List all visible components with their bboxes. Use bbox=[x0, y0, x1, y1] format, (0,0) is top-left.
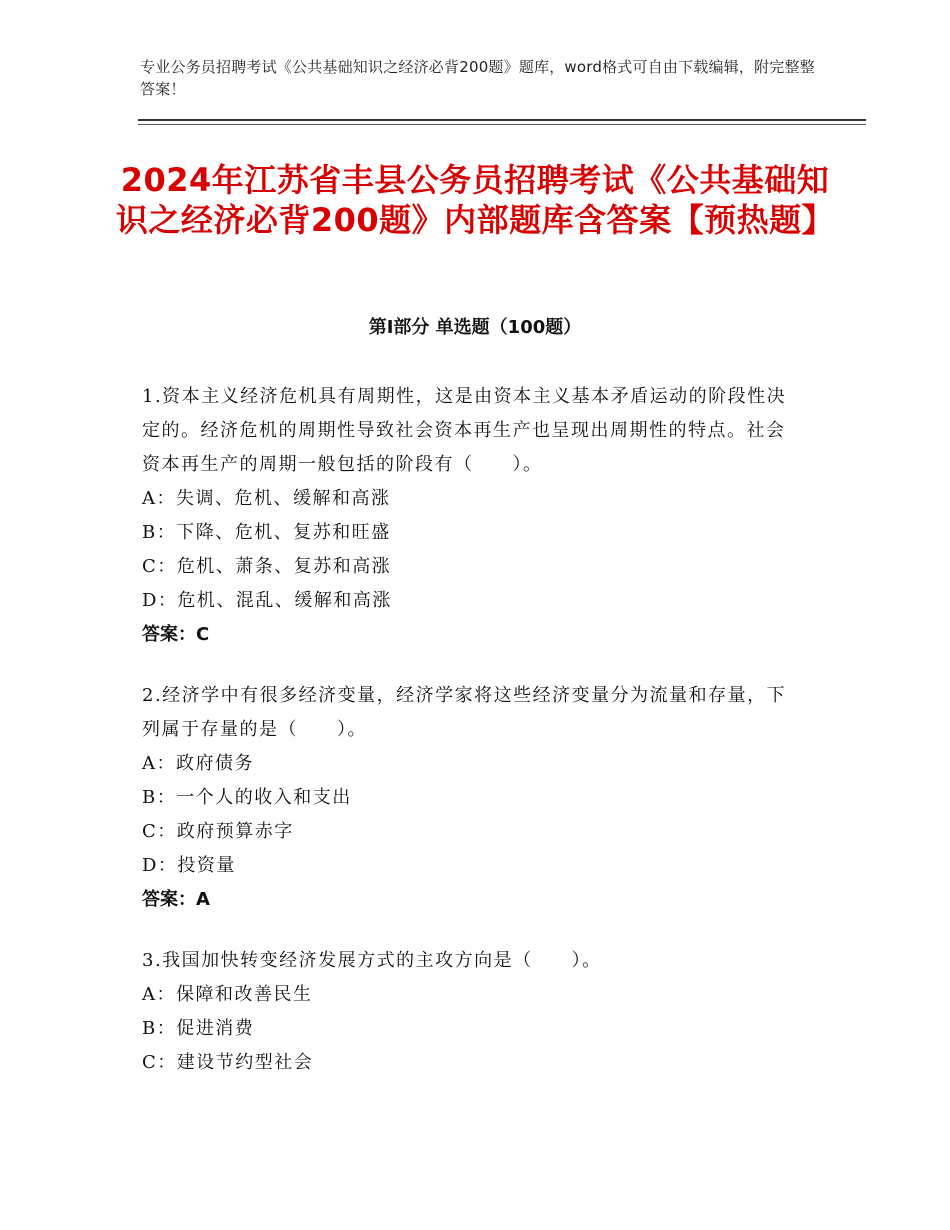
option-c: C：建设节约型社会 bbox=[142, 1052, 314, 1073]
question-list bbox=[142, 380, 802, 1107]
section-title: 第Ⅰ部分 单选题（100题） bbox=[368, 317, 582, 338]
option-a: A：政府债务 bbox=[142, 753, 254, 774]
question-stem: 3.我国加快转变经济发展方式的主攻方向是（ ）。 bbox=[142, 950, 602, 971]
answer: 答案：C bbox=[142, 624, 210, 645]
option-d: D：危机、混乱、缓解和高涨 bbox=[142, 590, 392, 611]
document-title: 2024年江苏省丰县公务员招聘考试《公共基础知识之经济必背200题》内部题库含答案【预热题】 bbox=[115, 161, 835, 239]
question-3 bbox=[142, 944, 802, 1080]
header-divider bbox=[138, 119, 866, 121]
header-divider-thin bbox=[138, 124, 866, 125]
header-note: 专业公务员招聘考试《公共基础知识之经济必背200题》题库，word格式可自由下载编辑，附完整整答案！ bbox=[140, 58, 815, 98]
option-d: D：投资量 bbox=[142, 855, 236, 876]
option-c: C：政府预算赤字 bbox=[142, 821, 294, 842]
option-b: B：一个人的收入和支出 bbox=[142, 787, 352, 808]
option-a: A：保障和改善民生 bbox=[142, 984, 313, 1005]
option-c: C：危机、萧条、复苏和高涨 bbox=[142, 556, 392, 577]
question-2 bbox=[142, 679, 802, 917]
option-b: B：促进消费 bbox=[142, 1018, 255, 1039]
answer: 答案：A bbox=[142, 889, 210, 910]
question-stem: 2.经济学中有很多经济变量，经济学家将这些经济变量分为流量和存量，下列属于存量的是（ ）。 bbox=[142, 685, 787, 740]
question-1 bbox=[142, 380, 802, 652]
question-stem: 1.资本主义经济危机具有周期性，这是由资本主义基本矛盾运动的阶段性决定的。经济危机的周期性导致社会资本再生产也呈现出周期性的特点。社会资本再生产的周期一般包括的阶段有（ ）。 bbox=[142, 386, 787, 475]
option-b: B：下降、危机、复苏和旺盛 bbox=[142, 522, 391, 543]
option-a: A：失调、危机、缓解和高涨 bbox=[142, 488, 391, 509]
